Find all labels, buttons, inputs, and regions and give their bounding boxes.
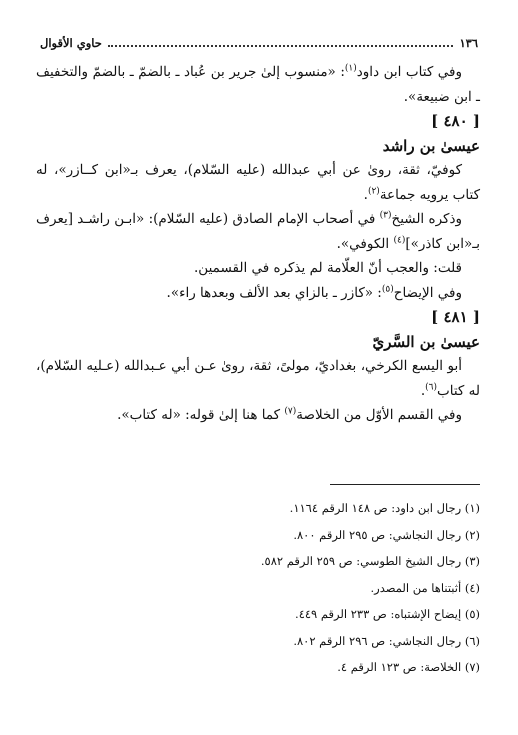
paragraph-idah [36,281,480,306]
entry-number: [ ٤٨١ ] [431,308,480,326]
text-span: . [420,382,426,399]
text-span: أبو اليسع الكرخي، بغداديّ، مولىً، ثقة، روىٰ عـن أبي عـبدالله (عـليه السّلام)، له كتاب [36,358,480,399]
footnote: (١) رجال ابن داود: ص ١٤٨ الرقم ١١٦٤. [289,501,480,515]
text-span: : «كازر ـ بالزاي بعد الألف وبعدها راء». [166,284,382,301]
footnote-ref[interactable]: (٥) [381,284,394,294]
entry-heading: عيسىٰ بن راشد [382,136,480,155]
footnote: (٦) رجال النجاشي: ص ٢٩٦ الرقم ٨٠٢. [293,633,480,648]
footnote: (٣) رجال الشيخ الطوسي: ص ٢٥٩ الرقم ٥٨٢. [260,554,480,568]
footnote-ref[interactable]: (٢) [367,186,380,196]
footnote: (٤) أثبتناها من المصدر. [370,580,480,595]
footnote: (٥) إيضاح الإشتباه: ص ٢٣٣ الرقم ٤٤٩. [295,607,480,621]
text-span: . [363,186,368,203]
text-span: وذكره الشيخ [391,211,462,227]
text-span: كما هنا إلىٰ قوله: «له كتاب». [117,407,285,423]
paragraph-ibn-dawud [36,60,480,109]
entry-heading: عيسىٰ بن السَّريّ [372,332,480,351]
paragraph-entry-480-bio [36,158,480,207]
footnote: (٧) الخلاصة: ص ١٢٣ الرقم ٤. [337,660,480,674]
footnote-separator [330,484,480,485]
footnotes [40,495,480,681]
footnote-ref[interactable]: (٧) [284,406,297,417]
footnote: (٢) رجال النجاشي: ص ٢٩٥ الرقم ٨٠٠. [293,527,480,542]
header-dot-leader [108,45,454,47]
footnote-ref[interactable]: (٣) [379,210,392,221]
text-span: وفي القسم الأوّل من الخلاصة [296,407,462,423]
text-span: الكوفي». [336,235,394,252]
book-title: حاوي الأقوال [40,36,102,50]
paragraph-comment: قلت: والعجب أنّ العلّامة لم يذكره في القسمين. [194,260,462,276]
text-span: كوفيّ، ثقة، روىٰ عن أبي عبدالله (عليه السّلام)، يعرف بـ«ابن كــازر»، له كتاب يرويه جماعة [36,162,480,203]
text-span: في أصحاب الإمام الصادق (عليه السّلام): «ابـن راشـد [يعرف بـ«ابن كاذر»] [36,211,480,252]
text-span: وفي كتاب ابن داود [356,64,463,80]
paragraph-entry-481-bio [36,354,480,403]
main-text [36,60,480,428]
text-span: : «منسوب إلىٰ جرير بن عُباد ـ بالضمّ ـ بالضمّ والتخفيف ـ ابن ضبيعة». [36,64,480,105]
footnote-ref[interactable]: (٤) [393,235,406,245]
text-span: وفي الإيضاح [393,284,462,301]
footnote-ref[interactable]: (٦) [425,382,438,392]
running-header [40,34,478,52]
paragraph-khulasa [36,403,480,428]
footnote-ref[interactable]: (١) [344,63,357,74]
entry-number: [ ٤٨٠ ] [431,112,480,130]
page-number: ١٣٦ [459,36,478,50]
paragraph-sheikh [36,207,480,256]
